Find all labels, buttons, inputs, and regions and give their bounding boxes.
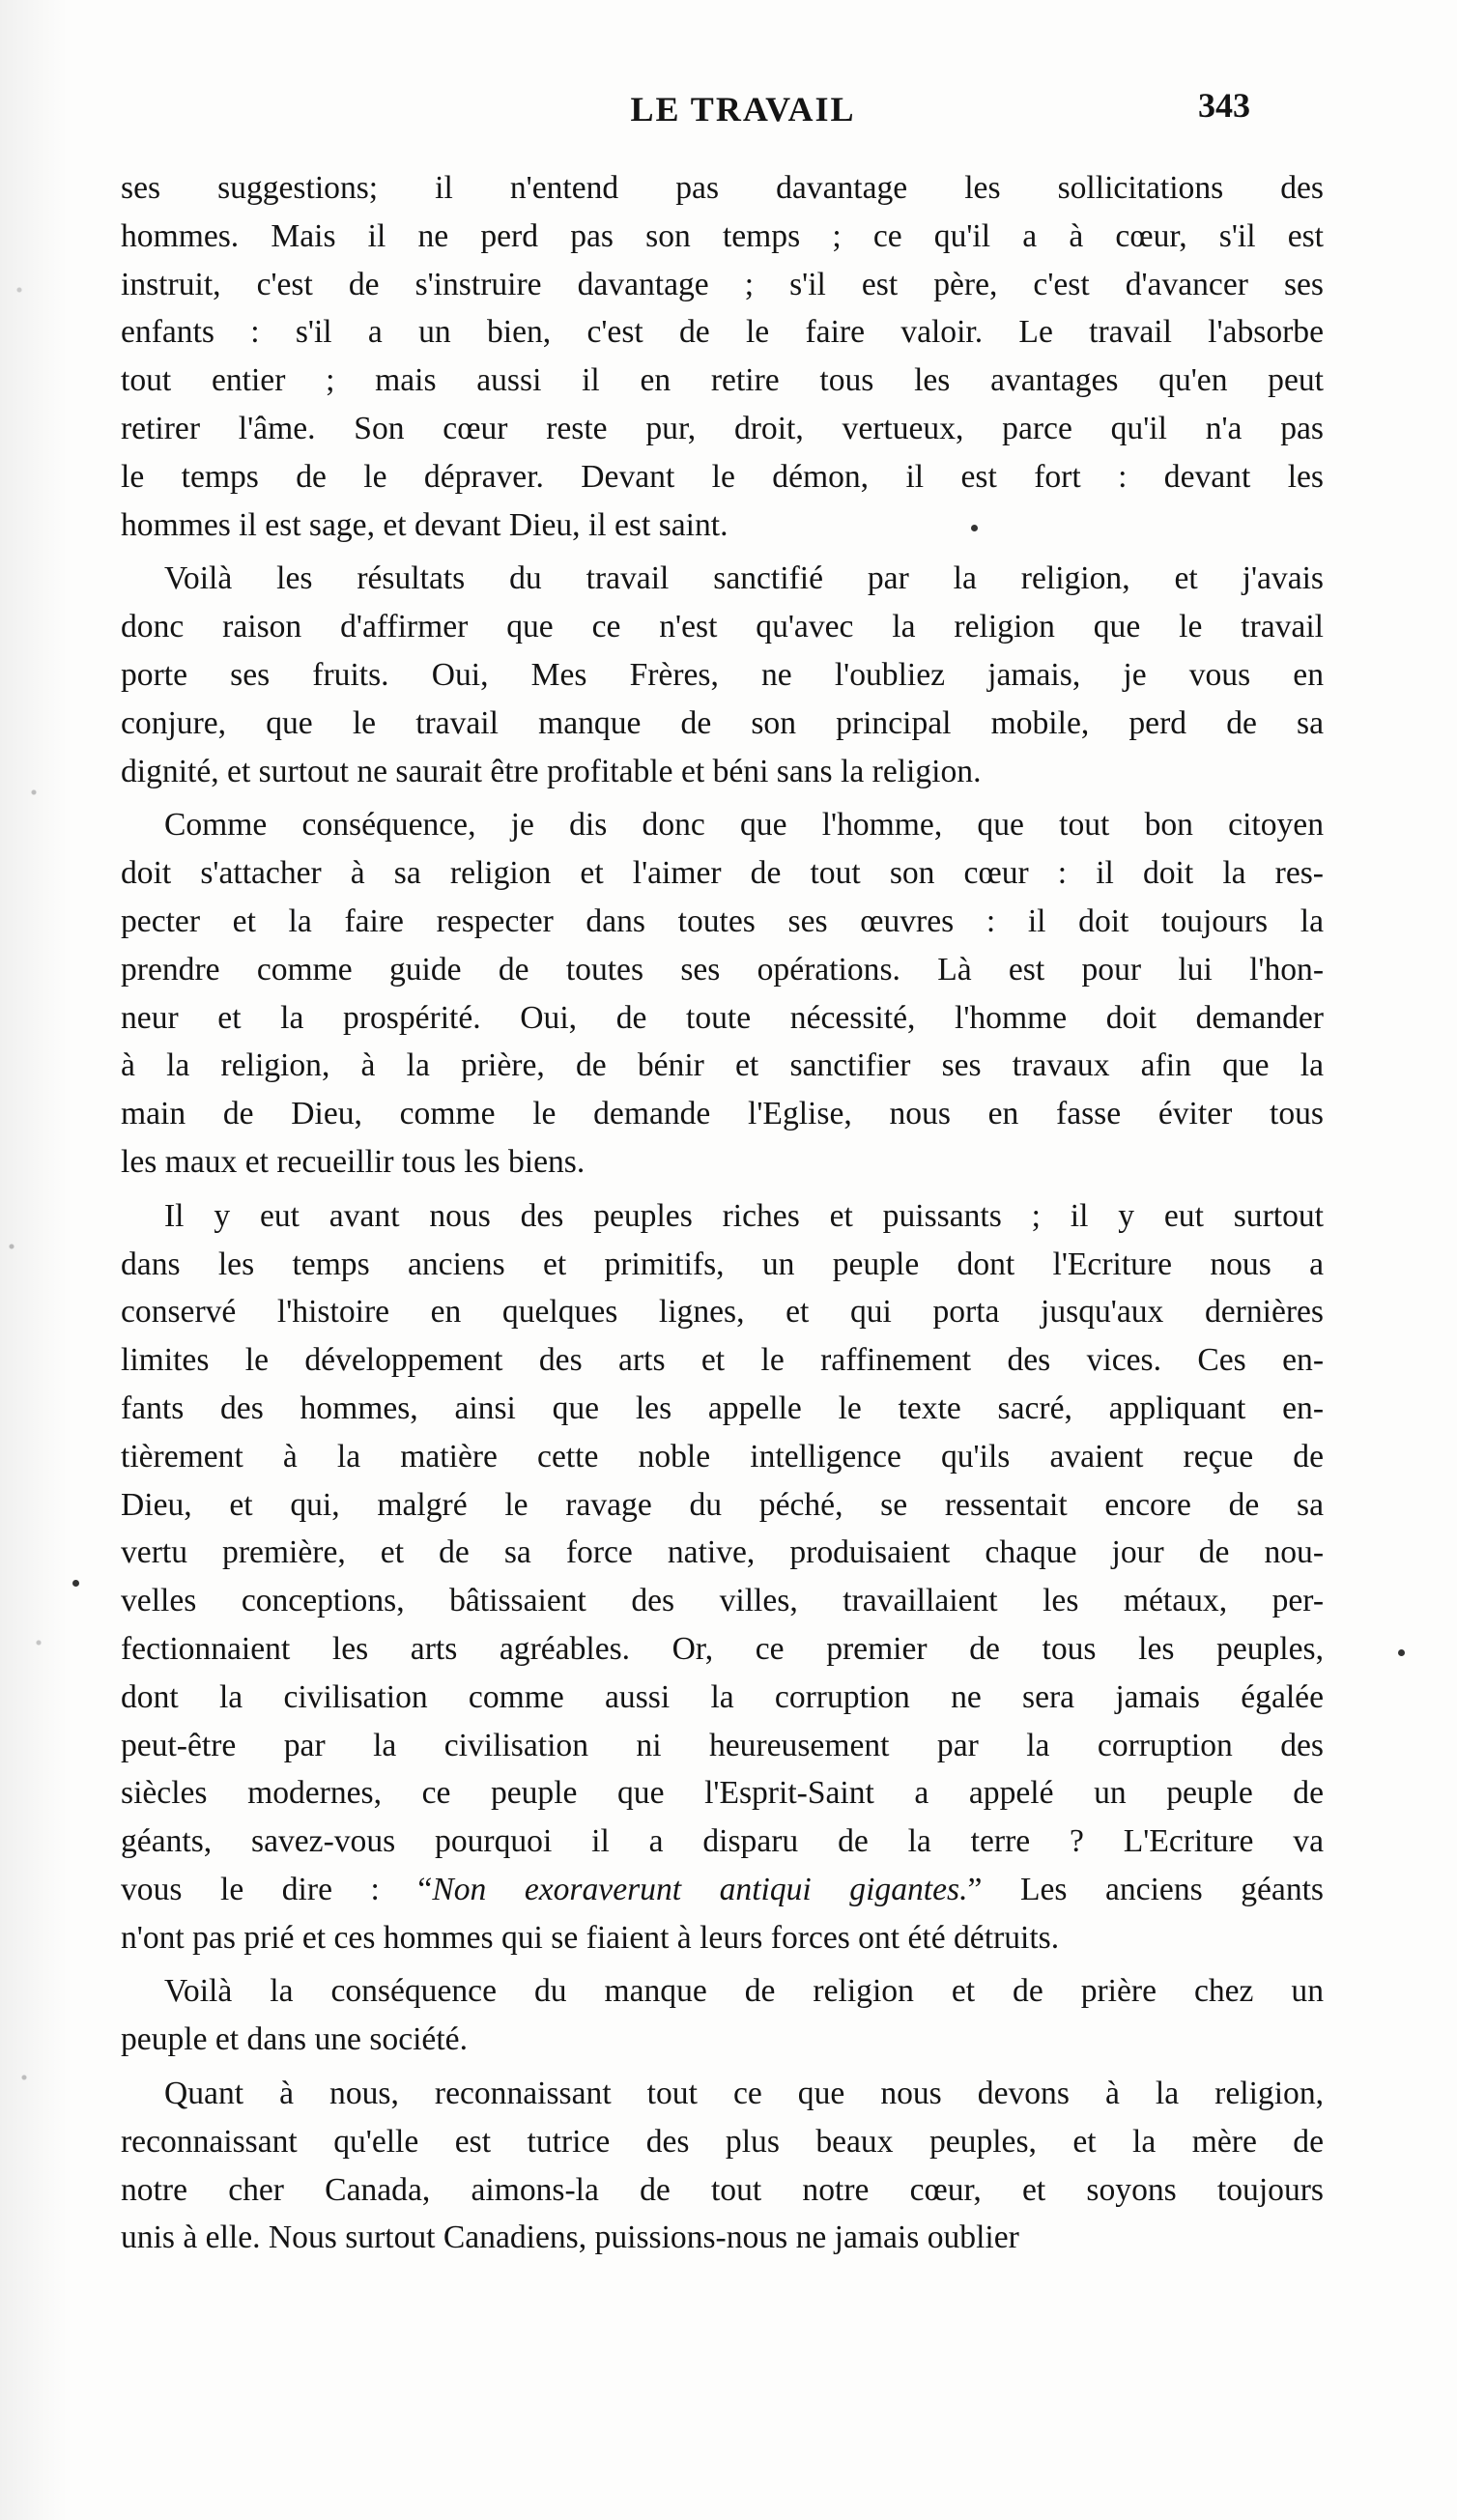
text-line: géants, savez-vous pourquoi il a disparu de la terre ? L'Ecriture va [121,1823,1324,1860]
text-line: les maux et recueillir tous les biens. [121,1143,586,1180]
text-line: velles conceptions, bâtissaient des villes, travaillaient les métaux, per- [121,1583,1324,1619]
text-line: peut-être par la civilisation ni heureusement par la corruption des [121,1727,1324,1763]
ink-speck [1398,1649,1405,1656]
text-line: porte ses fruits. Oui, Mes Frères, ne l'oubliez jamais, je vous en [121,656,1324,693]
text-line: peuple et dans une société. [121,2021,468,2058]
text-line: Comme conséquence, je dis donc que l'homme, que tout bon citoyen [164,807,1324,844]
text-line: enfants : s'il a un bien, c'est de le faire valoir. Le travail l'absorbe [121,314,1324,351]
paragraph [121,801,1324,1186]
text-line: donc raison d'affirmer que ce n'est qu'avec la religion que le travail [121,609,1324,645]
text-line: conservé l'histoire en quelques lignes, et qui porta jusqu'aux dernières [121,1294,1324,1331]
text-line: hommes il est sage, et devant Dieu, il est saint. [121,506,728,543]
text-line: Il y eut avant nous des peuples riches et puissants ; il y eut surtout [164,1197,1324,1234]
text-line: instruit, c'est de s'instruire davantage ; s'il est père, c'est d'avancer ses [121,266,1324,302]
paragraph [121,164,1324,549]
running-head: LE TRAVAIL [630,90,856,129]
text-line: doit s'attacher à sa religion et l'aimer de tout son cœur : il doit la res- [121,855,1324,892]
text-line: conjure, que le travail manque de son principal mobile, perd de sa [121,704,1324,741]
ink-speck [72,1580,79,1587]
latin-quotation: Non exoraverunt antiqui gigantes. [432,1871,968,1907]
text-line: ses suggestions; il n'entend pas davantage les sollicitations des [121,170,1324,206]
text-line: le temps de le dépraver. Devant le démon, il est fort : devant les [121,458,1324,495]
text-line: Voilà les résultats du travail sanctifié par la religion, et j'avais [164,560,1324,597]
text-line: limites le développement des arts et le raffinement des vices. Ces en- [121,1342,1324,1379]
text-line: prendre comme guide de toutes ses opérations. Là est pour lui l'hon- [121,951,1324,988]
text-line: pecter et la faire respecter dans toutes ses œuvres : il doit toujours la [121,902,1324,939]
text-line: Quant à nous, reconnaissant tout ce que nous devons à la religion, [164,2076,1324,2112]
text-line: Voilà la conséquence du manque de religion et de prière chez un [164,1973,1324,2010]
ink-speck [971,525,978,531]
text-line: reconnaissant qu'elle est tutrice des plus beaux peuples, et la mère de [121,2123,1324,2160]
text-line: unis à elle. Nous surtout Canadiens, puissions-nous ne jamais oublier [121,2219,1019,2256]
paragraph [121,1967,1324,2064]
paragraph [121,555,1324,795]
text-line: vous le dire : “Non exoraverunt antiqui gigantes.” Les anciens géants [121,1871,1324,1907]
text-line: neur et la prospérité. Oui, de toute nécessité, l'homme doit demander [121,999,1324,1036]
text-line: dignité, et surtout ne saurait être profitable et béni sans la religion. [121,753,982,789]
text-line: vertu première, et de sa force native, produisaient chaque jour de nou- [121,1534,1324,1571]
body-text [121,164,1324,2262]
text-line: hommes. Mais il ne perd pas son temps ; ce qu'il a à cœur, s'il est [121,217,1324,254]
text-line: à la religion, à la prière, de bénir et sanctifier ses travaux afin que la [121,1047,1324,1084]
text-line: tièrement à la matière cette noble intelligence qu'ils avaient reçue de [121,1438,1324,1475]
text-line: dont la civilisation comme aussi la corruption ne sera jamais égalée [121,1678,1324,1715]
text-line: siècles modernes, ce peuple que l'Esprit-Saint a appelé un peuple de [121,1775,1324,1812]
text-line: dans les temps anciens et primitifs, un peuple dont l'Ecriture nous a [121,1246,1324,1282]
paragraph [121,2070,1324,2262]
page-edge-speckle [0,0,68,2520]
page-number: 343 [1198,86,1250,125]
paragraph [121,1192,1324,1962]
text-line: n'ont pas prié et ces hommes qui se fiaient à leurs forces ont été détruits. [121,1919,1060,1956]
text-line: fectionnaient les arts agréables. Or, ce premier de tous les peuples, [121,1630,1324,1667]
text-line: notre cher Canada, aimons-la de tout notre cœur, et soyons toujours [121,2171,1324,2208]
text-line: retirer l'âme. Son cœur reste pur, droit, vertueux, parce qu'il n'a pas [121,410,1324,446]
text-line: tout entier ; mais aussi il en retire tous les avantages qu'en peut [121,362,1324,399]
text-line: fants des hommes, ainsi que les appelle le texte sacré, appliquant en- [121,1389,1324,1426]
text-line: main de Dieu, comme le demande l'Eglise, nous en fasse éviter tous [121,1096,1324,1132]
text-line: Dieu, et qui, malgré le ravage du péché, se ressentait encore de sa [121,1486,1324,1523]
